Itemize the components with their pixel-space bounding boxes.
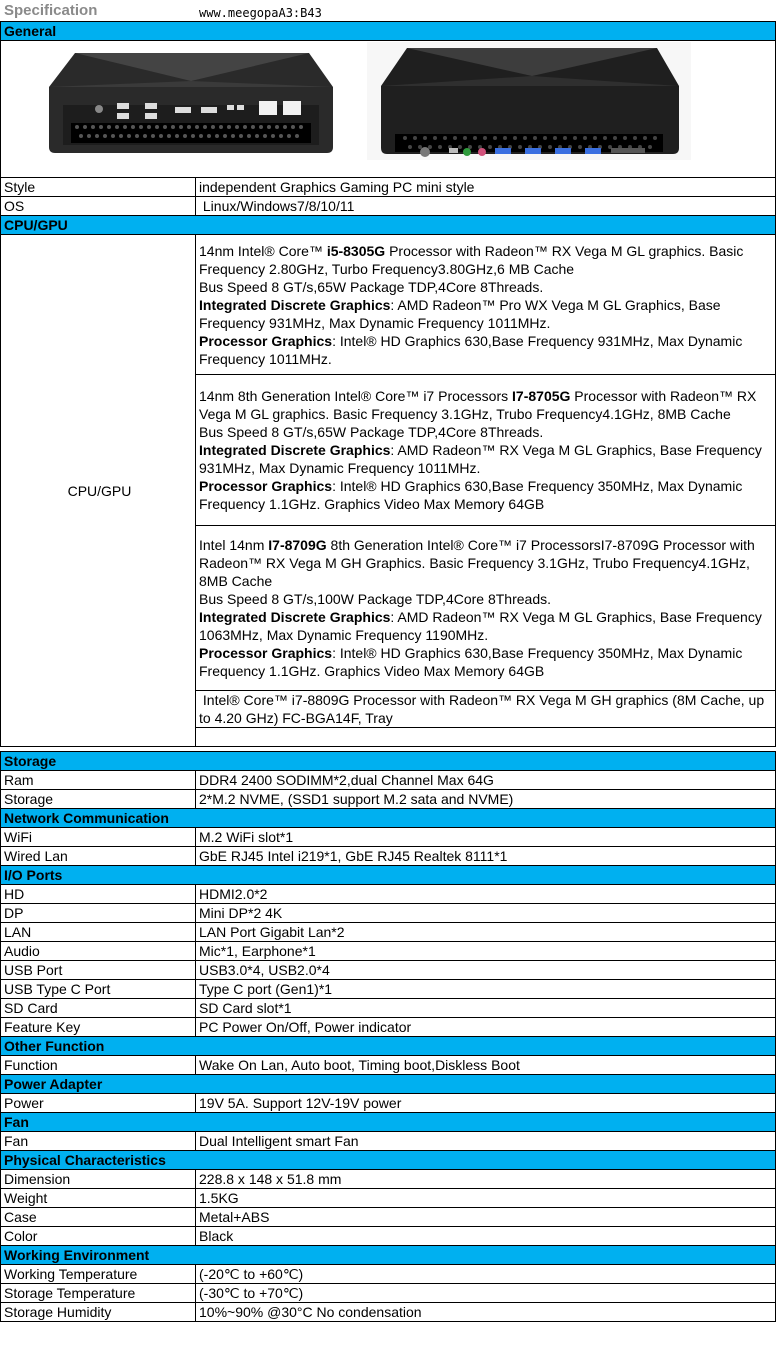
spec-row-storage-temp	[1, 1284, 776, 1303]
mini-pc-rear-photo	[41, 43, 341, 161]
section-power-adapter	[1, 1075, 776, 1094]
cpu-model: I7-8709G	[268, 537, 327, 553]
section-title: Working Environment	[1, 1246, 776, 1265]
spec-row-fan	[1, 1132, 776, 1151]
section-storage	[1, 752, 776, 771]
section-title: Power Adapter	[1, 1075, 776, 1094]
cpu-text: Bus Speed 8 GT/s,65W Package TDP,4Core 8Threads.	[199, 278, 544, 295]
spec-row-hd	[1, 885, 776, 904]
cpu-option-i7-8705g	[196, 375, 776, 526]
cpu-option-i7-8809g: Intel® Core™ i7-8809G Processor with Radeon™ RX Vega M GH graphics (8M Cache, up to 4.20 GHz) FC-BGA14F, Tray	[196, 691, 776, 728]
section-other-function	[1, 1037, 776, 1056]
spec-row-color	[1, 1227, 776, 1246]
row-label: Working Temperature	[1, 1265, 196, 1284]
cpu-gpu-label: CPU/GPU	[1, 235, 196, 747]
spec-row-ram	[1, 771, 776, 790]
row-value: USB3.0*4, USB2.0*4	[196, 961, 776, 980]
row-label: Fan	[1, 1132, 196, 1151]
row-value: Mic*1, Earphone*1	[196, 942, 776, 961]
row-value: 2*M.2 NVME, (SSD1 support M.2 sata and NVME)	[196, 790, 776, 809]
section-io-ports	[1, 866, 776, 885]
spec-title: Specification	[4, 2, 98, 19]
row-value: Wake On Lan, Auto boot, Timing boot,Diskless Boot	[196, 1056, 776, 1075]
section-working-environment	[1, 1246, 776, 1265]
spec-table	[0, 21, 776, 1322]
spec-row-lan	[1, 923, 776, 942]
row-value: (-20℃ to +60℃)	[196, 1265, 776, 1284]
section-title: Other Function	[1, 1037, 776, 1056]
row-value: 228.8 x 148 x 51.8 mm	[196, 1170, 776, 1189]
row-label: Color	[1, 1227, 196, 1246]
row-label: Feature Key	[1, 1018, 196, 1037]
spec-row-case	[1, 1208, 776, 1227]
cpu-model: I7-8705G	[512, 388, 571, 404]
section-title: Storage	[1, 752, 776, 771]
spec-row-feature-key	[1, 1018, 776, 1037]
cpu-heading: Integrated Discrete Graphics	[199, 609, 391, 625]
spec-row-usb-c	[1, 980, 776, 999]
spec-row-audio	[1, 942, 776, 961]
product-photos-row	[1, 41, 776, 178]
cpu-model: i5-8305G	[326, 242, 386, 259]
row-label: Function	[1, 1056, 196, 1075]
row-value: GbE RJ45 Intel i219*1, GbE RJ45 Realtek 8111*1	[196, 847, 776, 866]
spec-row-weight	[1, 1189, 776, 1208]
cpu-heading: Integrated Discrete Graphics	[199, 442, 391, 458]
row-value: Linux/Windows7/8/10/11	[196, 197, 776, 216]
spec-row-sd-card	[1, 999, 776, 1018]
section-physical	[1, 1151, 776, 1170]
cpu-text: Bus Speed 8 GT/s,65W Package TDP,4Core 8Threads.	[199, 424, 544, 440]
cpu-text: Bus Speed 8 GT/s,100W Package TDP,4Core 8Threads.	[199, 591, 552, 607]
row-label: Storage Humidity	[1, 1303, 196, 1322]
row-value: Mini DP*2 4K	[196, 904, 776, 923]
spec-row-wired-lan	[1, 847, 776, 866]
cpu-heading: Integrated Discrete Graphics	[199, 296, 391, 313]
cpu-option-row	[1, 235, 776, 375]
section-general	[1, 22, 776, 41]
section-title: CPU/GPU	[1, 216, 776, 235]
row-label: USB Port	[1, 961, 196, 980]
spec-row-style	[1, 178, 776, 197]
section-title: Physical Characteristics	[1, 1151, 776, 1170]
row-label: WiFi	[1, 828, 196, 847]
row-label: Style	[1, 178, 196, 197]
spec-row-storage-humidity	[1, 1303, 776, 1322]
row-value: LAN Port Gigabit Lan*2	[196, 923, 776, 942]
row-value: (-30℃ to +70℃)	[196, 1284, 776, 1303]
row-label: LAN	[1, 923, 196, 942]
spec-row-storage	[1, 790, 776, 809]
section-title: Network Communication	[1, 809, 776, 828]
product-photos	[1, 41, 776, 178]
cpu-text: : AMD Radeon™ RX Vega M GL Graphics, Base Frequency 931MHz, Max Dynamic Frequency 1011MHz.	[199, 442, 762, 476]
cpu-text: 14nm Intel® Core™	[199, 242, 327, 259]
section-title: General	[1, 22, 776, 41]
row-value: 19V 5A. Support 12V-19V power	[196, 1094, 776, 1113]
row-value: Black	[196, 1227, 776, 1246]
spec-row-os	[1, 197, 776, 216]
cpu-heading: Processor Graphics	[199, 478, 333, 494]
cpu-text: Processor with Radeon™ RX Vega M GL graphics. Basic Frequency 3.1GHz, Trubo Frequency4.1GHz, 8MB Cache	[199, 388, 757, 422]
cpu-heading: Processor Graphics	[199, 645, 333, 661]
row-label: DP	[1, 904, 196, 923]
section-title: I/O Ports	[1, 866, 776, 885]
cpu-text: Processor with Radeon™ RX Vega M GL graphics. Basic Frequency 2.80GHz, Turbo Frequency3.80GHz,6 MB Cache	[199, 242, 744, 277]
row-label: Wired Lan	[1, 847, 196, 866]
row-value: Dual Intelligent smart Fan	[196, 1132, 776, 1151]
cpu-heading: Processor Graphics	[199, 332, 333, 349]
row-label: SD Card	[1, 999, 196, 1018]
cpu-text: : Intel® HD Graphics 630,Base Frequency 350MHz, Max Dynamic Frequency 1.1GHz. Graphics Video Max Memory 64GB	[199, 478, 743, 512]
section-network	[1, 809, 776, 828]
spec-row-function	[1, 1056, 776, 1075]
row-value: M.2 WiFi slot*1	[196, 828, 776, 847]
spec-row-wifi	[1, 828, 776, 847]
section-title: Fan	[1, 1113, 776, 1132]
row-value: 10%~90% @30°C No condensation	[196, 1303, 776, 1322]
cpu-text: : Intel® HD Graphics 630,Base Frequency 350MHz, Max Dynamic Frequency 1.1GHz. Graphics Video Max Memory 64GB	[199, 645, 743, 679]
row-value: HDMI2.0*2	[196, 885, 776, 904]
cpu-text: : AMD Radeon™ Pro WX Vega M GL Graphics, Base Frequency 931MHz, Max Dynamic Frequency 1011MHz.	[199, 296, 721, 331]
row-label: HD	[1, 885, 196, 904]
row-label: Storage Temperature	[1, 1284, 196, 1303]
spec-row-dp	[1, 904, 776, 923]
section-fan	[1, 1113, 776, 1132]
mini-pc-front-photo	[367, 42, 691, 160]
row-label: Audio	[1, 942, 196, 961]
row-label: USB Type C Port	[1, 980, 196, 999]
row-value: Type C port (Gen1)*1	[196, 980, 776, 999]
empty-cell	[196, 728, 776, 747]
row-value: DDR4 2400 SODIMM*2,dual Channel Max 64G	[196, 771, 776, 790]
row-label: Case	[1, 1208, 196, 1227]
row-value: Metal+ABS	[196, 1208, 776, 1227]
section-cpu-gpu	[1, 216, 776, 235]
row-value: 1.5KG	[196, 1189, 776, 1208]
cpu-option-i5-8305g	[196, 235, 776, 375]
cpu-text: 14nm 8th Generation Intel® Core™ i7 Processors	[199, 388, 513, 404]
cpu-text: : AMD Radeon™ RX Vega M GL Graphics, Base Frequency 1063MHz, Max Dynamic Frequency 1190MHz.	[199, 609, 762, 643]
row-label: Ram	[1, 771, 196, 790]
row-value: PC Power On/Off, Power indicator	[196, 1018, 776, 1037]
row-value: independent Graphics Gaming PC mini style	[196, 178, 776, 197]
spec-header	[0, 0, 776, 20]
row-label: Weight	[1, 1189, 196, 1208]
cpu-option-i7-8709g	[196, 526, 776, 691]
row-value: SD Card slot*1	[196, 999, 776, 1018]
spec-row-dimension	[1, 1170, 776, 1189]
spec-row-usb	[1, 961, 776, 980]
row-label: Dimension	[1, 1170, 196, 1189]
cpu-text: 8th Generation Intel® Core™ i7 ProcessorsI7-8709G Processor with Radeon™ RX Vega M GH Graphics. Basic Frequency 3.1GHz, Trubo Frequency4.1GHz, 8MB Cache	[199, 537, 755, 589]
row-label: Storage	[1, 790, 196, 809]
cpu-text: Intel 14nm	[199, 537, 269, 553]
spec-row-power	[1, 1094, 776, 1113]
watermark-text: www.meegopaA3:B43	[199, 6, 322, 20]
row-label: OS	[1, 197, 196, 216]
row-label: Power	[1, 1094, 196, 1113]
cpu-text: : Intel® HD Graphics 630,Base Frequency 931MHz, Max Dynamic Frequency 1011MHz.	[199, 332, 743, 367]
spec-row-working-temp	[1, 1265, 776, 1284]
